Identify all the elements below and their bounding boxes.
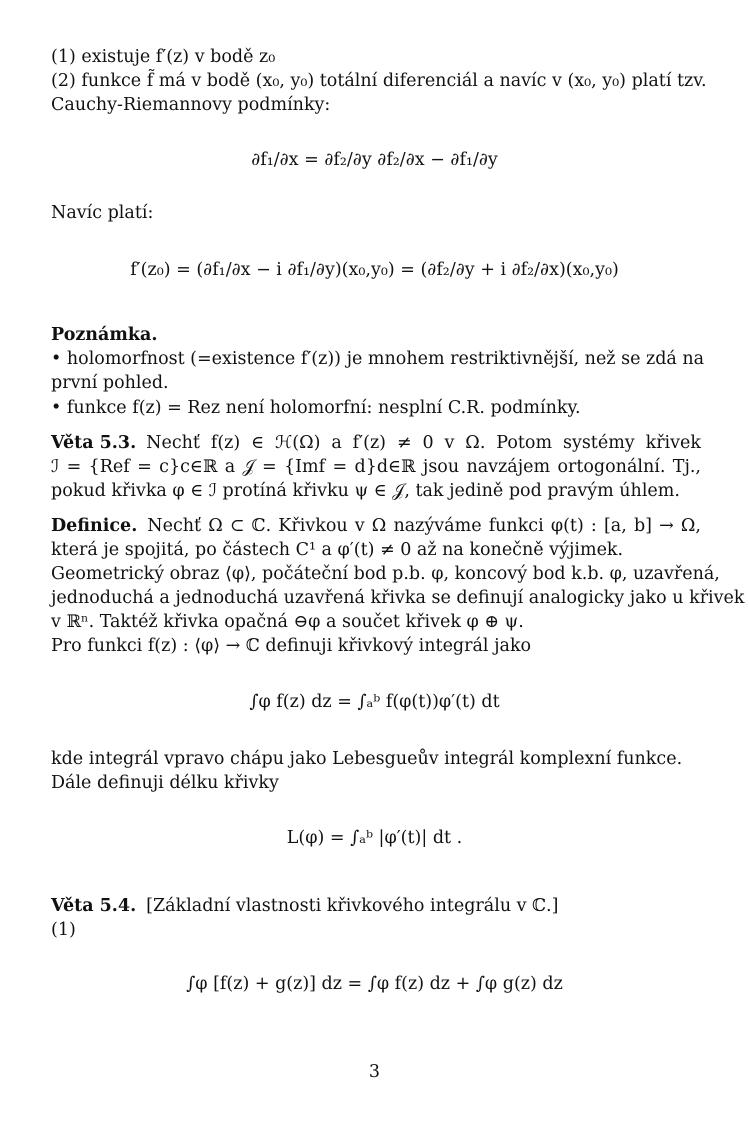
text-line: (1) [51, 920, 76, 940]
text-line: kde integrál vpravo chápu jako Lebesgueův integrál komplexní funkce. [51, 749, 683, 769]
equation-derivative: f′(z₀) = (∂f₁/∂x − i ∂f₁/∂y)(x₀,y₀) = (∂f₂/∂y + i ∂f₂/∂x)(x₀,y₀) [130, 260, 619, 280]
text-line: Pro funkci f(z) : ⟨φ⟩ → ℂ definuji křivkový integrál jako [51, 636, 532, 656]
text-span: [Základní vlastnosti křivkového integrálu v ℂ.] [146, 896, 559, 916]
text-line: • funkce f(z) = Rez není holomorfní: nesplní C.R. podmínky. [51, 398, 581, 418]
theorem-heading: Věta 5.3. [51, 433, 137, 453]
text-line: jednoduchá a jednoduchá uzavřená křivka se definují analogicky jako u křivek [51, 588, 745, 608]
text-line: která je spojitá, po částech C¹ a φ′(t) ≠ 0 až na konečně výjimek. [51, 540, 624, 560]
text-line: pokud křivka φ ∈ ℐ protíná křivku ψ ∈ 𝒥, tak jedině pod pravým úhlem. [51, 481, 680, 501]
text-line: ℐ = {Ref = c}c∈ℝ a 𝒥 = {Imf = d}d∈ℝ jsou navzájem ortogonální. Tj., [51, 457, 701, 477]
text-span: Nechť Ω ⊂ ℂ. Křivkou v Ω nazýváme funkci φ(t) : [a, b] → Ω, [147, 516, 701, 536]
text-line: Cauchy-Riemannovy podmínky: [51, 95, 331, 115]
text-line: první pohled. [51, 373, 169, 393]
text-line: (1) existuje f′(z) v bodě z₀ [51, 47, 276, 67]
text-line: Geometrický obraz ⟨φ⟩, počáteční bod p.b. φ, koncový bod k.b. φ, uzavřená, [51, 564, 720, 584]
definition-heading: Definice. [51, 516, 138, 536]
definition-line [51, 515, 701, 537]
equation-curve-length: L(φ) = ∫ₐᵇ |φ′(t)| dt . [286, 828, 463, 848]
theorem-5-3-line [51, 432, 701, 454]
text-span: Nechť f(z) ∈ ℋ(Ω) a f′(z) ≠ 0 v Ω. Potom systémy křivek [146, 433, 701, 453]
page-number: 3 [368, 1062, 381, 1082]
remark-heading: Poznámka. [51, 325, 158, 345]
text-line: Navíc platí: [51, 203, 154, 223]
equation-cauchy-riemann: ∂f₁/∂x = ∂f₂/∂y ∂f₂/∂x − ∂f₁/∂y [251, 150, 498, 170]
text-line: (2) funkce f̃ má v bodě (x₀, y₀) totální diferenciál a navíc v (x₀, y₀) platí tzv. [51, 71, 707, 91]
text-line: • holomorfnost (=existence f′(z)) je mnohem restriktivnější, než se zdá na [51, 349, 705, 369]
theorem-heading: Věta 5.4. [51, 896, 137, 916]
equation-curve-integral: ∫φ f(z) dz = ∫ₐᵇ f(φ(t))φ′(t) dt [249, 692, 500, 712]
text-line: Dále definuji délku křivky [51, 773, 279, 793]
theorem-5-4-line [51, 895, 701, 917]
equation-linearity: ∫φ [f(z) + g(z)] dz = ∫φ f(z) dz + ∫φ g(z) dz [186, 974, 563, 994]
text-line: v ℝⁿ. Taktéž křivka opačná ⊖φ a součet křivek φ ⊕ ψ. [51, 612, 524, 632]
